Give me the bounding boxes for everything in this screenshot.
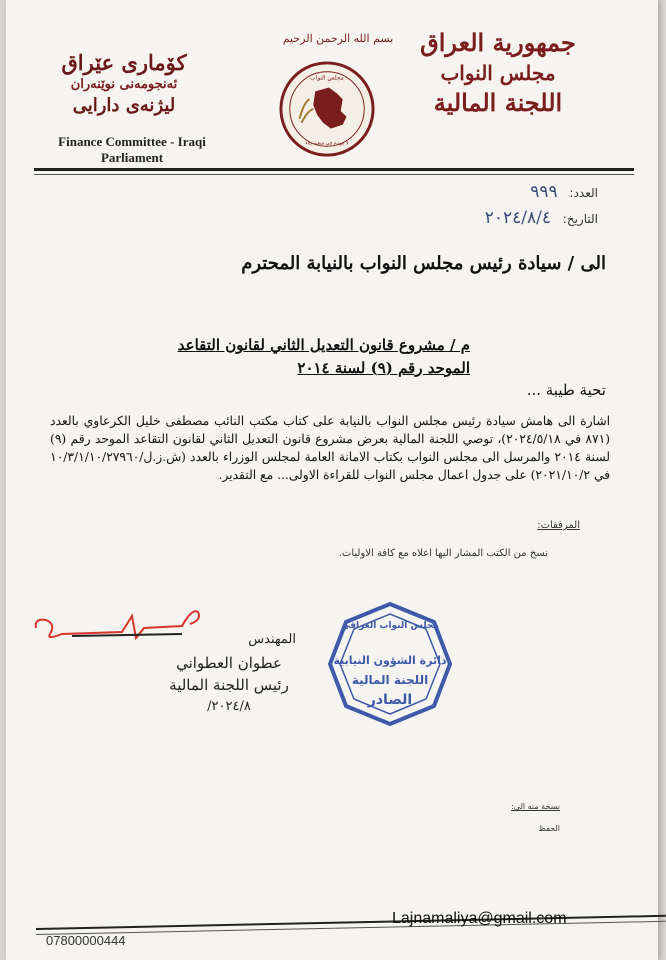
header-kurdish-country: كۆماری عێراق xyxy=(61,50,187,75)
enclosures-label: المرفقات: xyxy=(537,520,580,531)
signature-date: ٢٠٢٤/٨/ xyxy=(207,699,251,714)
letter-body: اشارة الى هامش سيادة رئيس مجلس النواب بالنيابة على كتاب مكتب النائب مصطفى خليل الكرعاوي بالعدد (٨٧١ في ٢٠٢٤/٥/١٨)، توصي اللجنة المالية بعرض مشروع قانون التعديل الثاني لقانون التقاعد الموحد رقم (٩) لسنة ٢٠١٤ والمرسل الى مجلس النواب بكتاب الامانة العامة لمجلس الوزراء بالعدد (ش.ز.ل/١٠/٣/١/١٠/٢٧٩٦٠ في ٢٠٢١/١٠/٢) على جدول اعمال مجلس النواب للقراءة الاولى... مع التقدير. xyxy=(50,414,610,482)
stamp-top: مجلس النواب العراقي xyxy=(341,621,439,631)
signer-position: رئيس اللجنة المالية xyxy=(169,676,289,694)
stamp-line3: الصادر xyxy=(367,692,413,708)
stamp-line2: اللجنة المالية xyxy=(351,673,429,687)
header-rule-thin xyxy=(34,174,634,175)
header-arabic xyxy=(408,28,588,118)
addressee: الى / سيادة رئيس مجلس النواب بالنيابة المحترم xyxy=(241,253,606,274)
header-committee: اللجنة المالية xyxy=(433,88,563,117)
enclosure-item: نسخ من الكتب المشار اليها اعلاه مع كافة الاوليات. xyxy=(338,548,548,559)
header-kurdish xyxy=(44,50,204,118)
footer-phone: 07800000444 xyxy=(46,933,126,948)
parliament-emblem-icon xyxy=(278,60,376,158)
header-country: جمهورية العراق xyxy=(420,28,576,57)
copies-section xyxy=(490,796,560,840)
number-label: العدد: xyxy=(569,186,598,200)
subject-line2: الموحد رقم (٩) لسنة ٢٠١٤ xyxy=(297,359,470,377)
emblem-bottom-text: لا ينهدم في شعبه بناء xyxy=(305,140,349,147)
greeting: تحية طيبة ... xyxy=(526,381,606,399)
emblem-top-text: مجلس النواب xyxy=(310,75,344,82)
document-page xyxy=(6,0,658,960)
stamp-line1: دائرة الشؤون النيابية xyxy=(333,654,447,667)
signature-block xyxy=(154,628,304,718)
subject xyxy=(170,334,470,380)
header-english-line1: Finance Committee - Iraqi xyxy=(58,134,206,149)
date-label: التاريخ: xyxy=(562,212,598,226)
header-english xyxy=(32,134,232,166)
date-value: ٢٠٢٤/٨/٤ xyxy=(484,208,551,228)
copies-item: الحفظ xyxy=(538,824,560,833)
copies-label: نسخة منه الى: xyxy=(511,802,560,811)
signer-title: المهندس xyxy=(248,632,296,647)
document-number xyxy=(530,182,598,202)
number-value: ٩٩٩ xyxy=(530,182,558,202)
document-date xyxy=(485,208,598,228)
header-parliament: مجلس النواب xyxy=(440,61,556,85)
official-stamp-icon xyxy=(326,600,454,728)
header-kurdish-committee: لیژنەی دارایی xyxy=(72,95,176,116)
header-kurdish-parliament: ئەنجومەنی نوێنەران xyxy=(70,77,178,92)
header-rule xyxy=(34,168,634,171)
header-english-line2: Parliament xyxy=(100,150,164,165)
footer-email: Lajnamaliya@gmail.com xyxy=(392,910,567,927)
subject-line1: م / مشروع قانون التعديل الثاني لقانون التقاعد xyxy=(177,336,470,354)
basmala: بسم الله الرحمن الرحيم xyxy=(282,32,394,45)
signer-name: عطوان العطواني xyxy=(176,654,282,672)
